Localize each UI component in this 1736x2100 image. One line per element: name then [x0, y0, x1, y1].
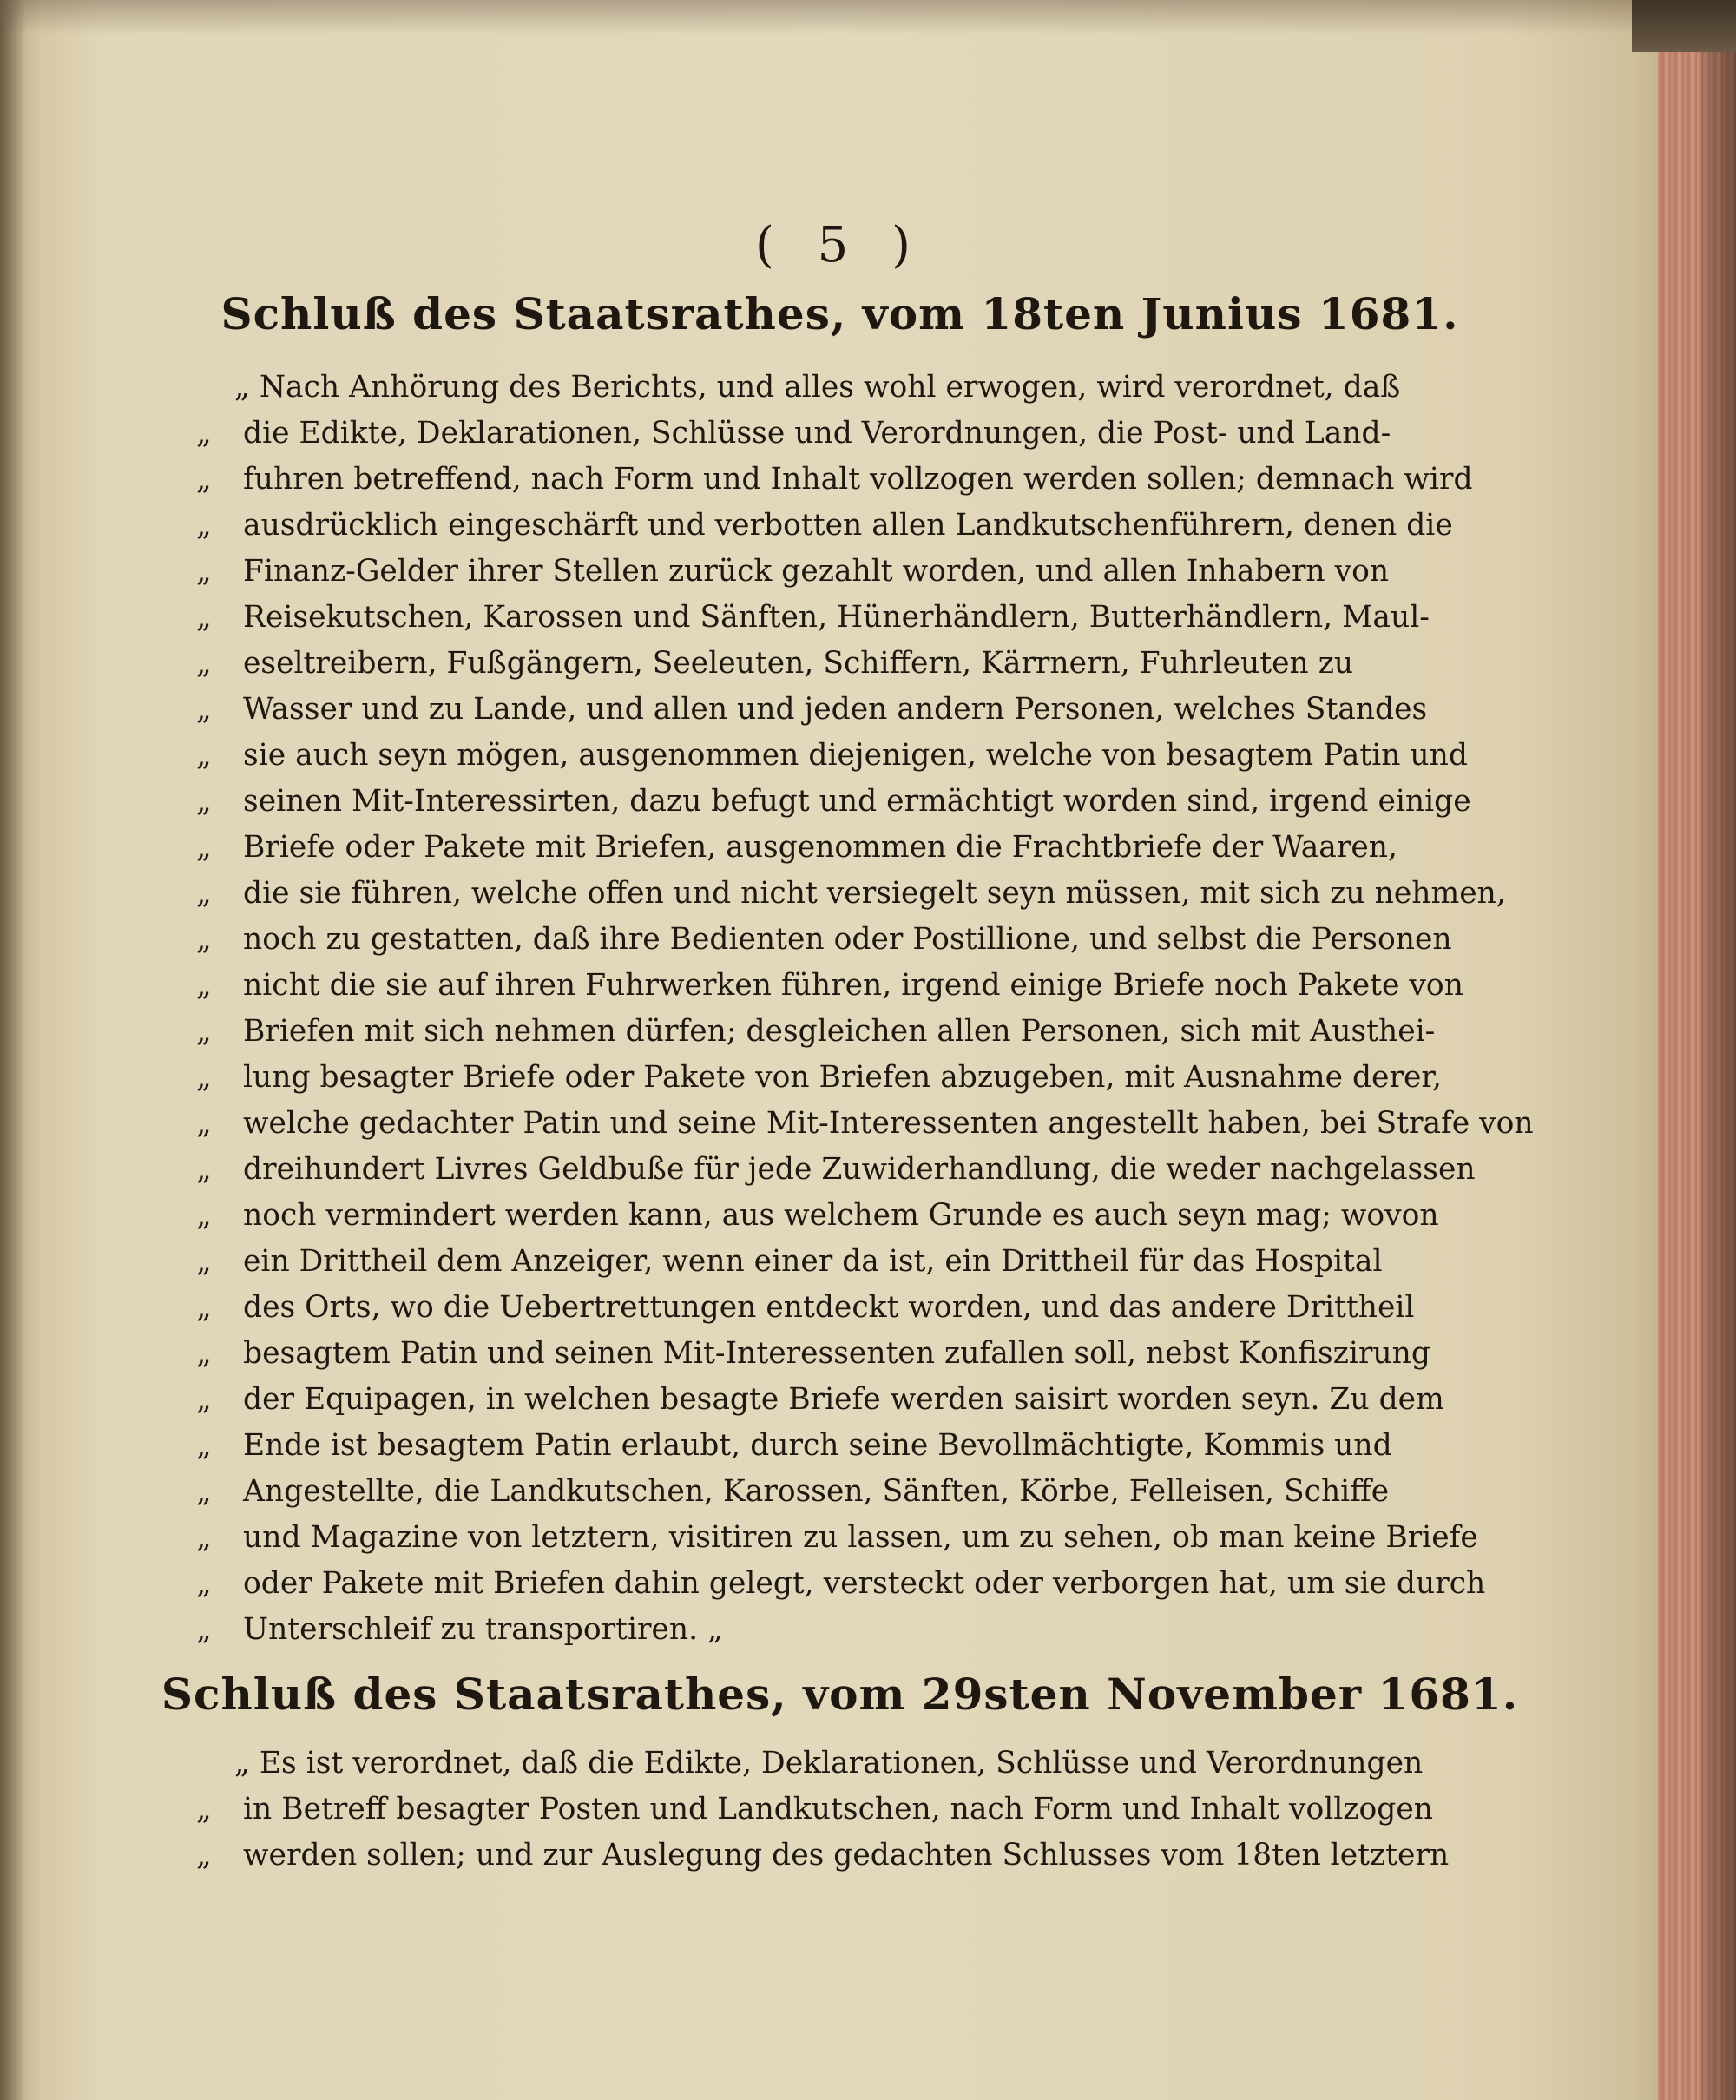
margin-quote-mark: „	[196, 1244, 212, 1279]
text-line: Wasser und zu Lande, und allen und jeden andern Personen, welches Standes	[243, 692, 1428, 727]
margin-quote-mark: „	[196, 462, 212, 497]
text-line: der Equipagen, in welchen besagte Briefe werden saisirt worden seyn. Zu dem	[243, 1382, 1444, 1417]
text-line: ein Drittheil dem Anzeiger, wenn einer da ist, ein Drittheil für das Hospital	[243, 1244, 1383, 1279]
text-line: werden sollen; und zur Auslegung des gedachten Schlusses vom 18ten letztern	[243, 1838, 1450, 1873]
margin-quote-mark: „	[196, 1382, 212, 1417]
margin-quote-mark: „	[196, 1198, 212, 1233]
section-heading-2: Schluß des Staatsrathes, vom 29sten November 1681.	[161, 1669, 1519, 1720]
text-line: die Edikte, Deklarationen, Schlüsse und Verordnungen, die Post- und Land-	[243, 416, 1391, 451]
text-line: fuhren betreffend, nach Form und Inhalt vollzogen werden sollen; demnach wird	[243, 462, 1473, 497]
margin-quote-mark: „	[196, 738, 212, 773]
margin-quote-mark: „	[196, 1474, 212, 1509]
page-top-shadow	[0, 0, 1680, 35]
text-line: noch vermindert werden kann, aus welchem Grunde es auch seyn mag; wovon	[243, 1198, 1439, 1233]
margin-quote-mark: „	[196, 1290, 212, 1325]
text-line: lung besagter Briefe oder Pakete von Briefen abzugeben, mit Ausnahme derer,	[243, 1060, 1443, 1095]
margin-quote-mark: „	[196, 1014, 212, 1049]
margin-quote-mark: „	[196, 1838, 212, 1873]
text-line: Ende ist besagtem Patin erlaubt, durch seine Bevollmächtigte, Kommis und	[243, 1428, 1392, 1463]
text-line: oder Pakete mit Briefen dahin gelegt, versteckt oder verborgen hat, um sie durch	[243, 1566, 1486, 1601]
page-number: ( 5 )	[755, 217, 924, 273]
text-line: Briefen mit sich nehmen dürfen; desgleichen allen Personen, sich mit Austhei-	[243, 1014, 1436, 1049]
text-line: des Orts, wo die Uebertrettungen entdeckt worden, und das andere Drittheil	[243, 1290, 1415, 1325]
margin-quote-mark: „	[196, 1336, 212, 1371]
margin-quote-mark: „	[196, 646, 212, 681]
text-line: in Betreff besagter Posten und Landkutschen, nach Form und Inhalt vollzogen	[243, 1792, 1433, 1827]
text-line: die sie führen, welche offen und nicht versiegelt seyn müssen, mit sich zu nehmen,	[243, 876, 1506, 911]
text-line: ausdrücklich eingeschärft und verbotten allen Landkutschenführern, denen die	[243, 508, 1453, 543]
margin-quote-mark: „	[196, 922, 212, 957]
margin-quote-mark: „	[196, 784, 212, 819]
text-line: Briefe oder Pakete mit Briefen, ausgenommen die Frachtbriefe der Waaren,	[243, 830, 1397, 865]
text-line: besagtem Patin und seinen Mit-Interessenten zufallen soll, nebst Konfiszirung	[243, 1336, 1430, 1371]
text-line: sie auch seyn mögen, ausgenommen diejenigen, welche von besagtem Patin und	[243, 738, 1468, 773]
text-line: seinen Mit-Interessirten, dazu befugt und ermächtigt worden sind, irgend einige	[243, 784, 1471, 819]
text-line: nicht die sie auf ihren Fuhrwerken führen, irgend einige Briefe noch Pakete von	[243, 968, 1463, 1003]
margin-quote-mark: „	[196, 830, 212, 865]
margin-quote-mark: „	[196, 876, 212, 911]
text-line: und Magazine von letztern, visitiren zu lassen, um zu sehen, ob man keine Briefe	[243, 1520, 1478, 1555]
margin-quote-mark: „	[196, 1152, 212, 1187]
text-line: Angestellte, die Landkutschen, Karossen, Sänften, Körbe, Felleisen, Schiffe	[243, 1474, 1390, 1509]
text-line: welche gedachter Patin und seine Mit-Interessenten angestellt haben, bei Strafe von	[243, 1106, 1534, 1141]
margin-quote-mark: „	[196, 1060, 212, 1095]
text-line: dreihundert Livres Geldbuße für jede Zuwiderhandlung, die weder nachgelassen	[243, 1152, 1476, 1187]
text-line: noch zu gestatten, daß ihre Bedienten oder Postillione, und selbst die Personen	[243, 922, 1452, 957]
text-line: eseltreibern, Fußgängern, Seeleuten, Schiffern, Kärrnern, Fuhrleuten zu	[243, 646, 1354, 681]
margin-quote-mark: „	[196, 1520, 212, 1555]
margin-quote-mark: „	[196, 1792, 212, 1827]
margin-quote-mark: „	[196, 600, 212, 635]
book-cover-corner	[1632, 0, 1736, 52]
margin-quote-mark: „	[196, 1566, 212, 1601]
margin-quote-mark: „	[196, 692, 212, 727]
text-line: „ Es ist verordnet, daß die Edikte, Deklarationen, Schlüsse und Verordnungen	[234, 1746, 1424, 1781]
text-line: Finanz-Gelder ihrer Stellen zurück gezahlt worden, und allen Inhabern von	[243, 554, 1390, 589]
margin-quote-mark: „	[196, 1612, 212, 1647]
text-line: „ Nach Anhörung des Berichts, und alles wohl erwogen, wird verordnet, daß	[234, 370, 1401, 405]
fore-edge-shade	[1701, 35, 1736, 2100]
margin-quote-mark: „	[196, 1106, 212, 1141]
margin-quote-mark: „	[196, 554, 212, 589]
text-line: Reisekutschen, Karossen und Sänften, Hünerhändlern, Butterhändlern, Maul-	[243, 600, 1430, 635]
margin-quote-mark: „	[196, 508, 212, 543]
margin-quote-mark: „	[196, 968, 212, 1003]
text-line: Unterschleif zu transportiren. „	[243, 1612, 723, 1647]
margin-quote-mark: „	[196, 1428, 212, 1463]
section-heading-1: Schluß des Staatsrathes, vom 18ten Junius 1681.	[220, 288, 1459, 339]
margin-quote-mark: „	[196, 416, 212, 451]
